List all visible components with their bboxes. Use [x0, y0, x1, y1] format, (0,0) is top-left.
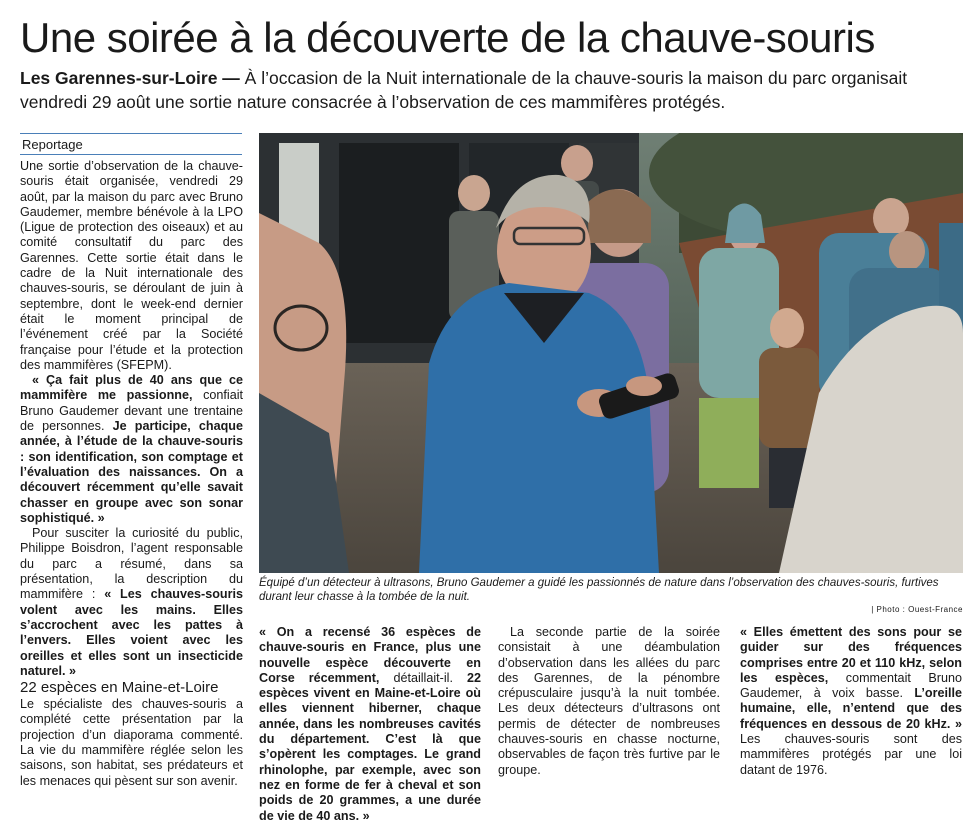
article-paragraph: Une sortie d’observation de la chauve-souris était organisée, vendredi 29 août, par la maison du parc avec Bruno Gaudemer, membre bénévole à la LPO (Ligue de protection des oiseaux) et au comité consultatif du parc des Garennes. Cette sortie était dans le cadre de la Nuit internationale des chauves-souris, se déroulant de juin à septembre, dont le week-end dernier était le moment principal de l’événement créé par la Société française pour l’étude et la protection des mammifères (SFEPM). [20, 159, 243, 372]
photo-illustration [259, 133, 963, 573]
quote: « Ça fait plus de 40 ans que ce mammifère me passionne, [20, 373, 243, 403]
text: commentait Bruno Gaudemer, à voix basse. [740, 670, 962, 701]
text: Pour susciter la curiosité du public, Philippe Boisdron, l’agent responsable du parc a résumé, dans sa présentation, la description du mammifère : [20, 526, 243, 602]
quote: L’oreille humaine, elle, n’entend que des fréquences en dessous de 20 kHz. » [740, 686, 962, 731]
article-paragraph [20, 526, 243, 679]
article-photo [259, 133, 963, 573]
lede [20, 66, 970, 114]
quote: « Elles émettent des sons pour se guider sur des fréquences comprises entre 20 et 110 kHz, selon les espèces, [740, 625, 962, 685]
quote: « On a recensé 36 espèces de chauve-souris en France, plus une nouvelle espèce découverte en Corse récemment, [259, 625, 481, 685]
text: Les chauves-souris sont des mammifères protégés par une loi datant de 1976. [740, 732, 962, 777]
text: confiait Bruno Gaudemer devant une trentaine de personnes. [20, 388, 244, 434]
lede-text: À l’occasion de la Nuit internationale de la chauve-souris la maison du parc organisait vendredi 29 août une sortie nature consacrée à l’observation de ces mammifères protégés. [20, 68, 908, 112]
article-paragraph [498, 625, 720, 778]
article-column-4 [740, 625, 962, 778]
text: détaillait-il. [379, 670, 467, 685]
quote: « Les chauves-souris volent avec les mains. Elles s’accrochent avec les pattes à l’envers. Elles voient avec les oreilles et elles sont un insecticide naturel. » [20, 587, 243, 678]
subheading: 22 espèces en Maine-et-Loire [20, 679, 219, 697]
rubric-label: Reportage [20, 133, 242, 155]
headline: Une soirée à la découverte de la chauve-souris [20, 14, 875, 61]
article-column-3 [498, 625, 720, 778]
lede-place: Les Garennes-sur-Loire — [20, 68, 240, 88]
photo-credit: | Photo : Ouest-France [871, 605, 963, 614]
article-column-1 [20, 159, 243, 789]
article-paragraph [740, 625, 962, 778]
article-paragraph [259, 625, 481, 824]
text: La seconde partie de la soirée consistait à une déambulation d’observation dans les allées du parc des Garennes, de la pénombre crépusculaire jusqu’à la nuit tombée. Les deux détecteurs d’ultrasons ont permis de détecter de nombreuses chauves-souris en chasse nocturne, observables de façon très furtive par le groupe. [498, 625, 720, 777]
quote: Je participe, chaque année, à l’étude de la chauve-souris : son identification, son comptage et l’évaluation des naissances. On a découvert récemment qu’elle savait chasser en groupe avec son sonar sophistiqué. » [20, 419, 243, 525]
article-column-2 [259, 625, 481, 824]
photo-caption: Équipé d’un détecteur à ultrasons, Bruno Gaudemer a guidé les passionnés de nature dans l’observation des chauves-souris, furtives durant leur chasse à la tombée de la nuit. [259, 577, 939, 603]
quote: 22 espèces vivent en Maine-et-Loire où elles viennent hiberner, chaque année, dans les nombreuses cavités du département. C’est là que s’opèrent les comptages. Le grand rhinolophe, par exemple, avec son nez en forme de fer à cheval et son poids de 20 grammes, a une durée de vie de 40 ans. » [259, 670, 481, 823]
article-paragraph: Le spécialiste des chauves-souris a complété cette présentation par la projection d’un diaporama commenté. La vie du mammifère réglée selon les saisons, son habitat, ses prédateurs et les menaces qui pèsent sur son avenir. [20, 697, 243, 788]
article-paragraph [20, 373, 243, 526]
